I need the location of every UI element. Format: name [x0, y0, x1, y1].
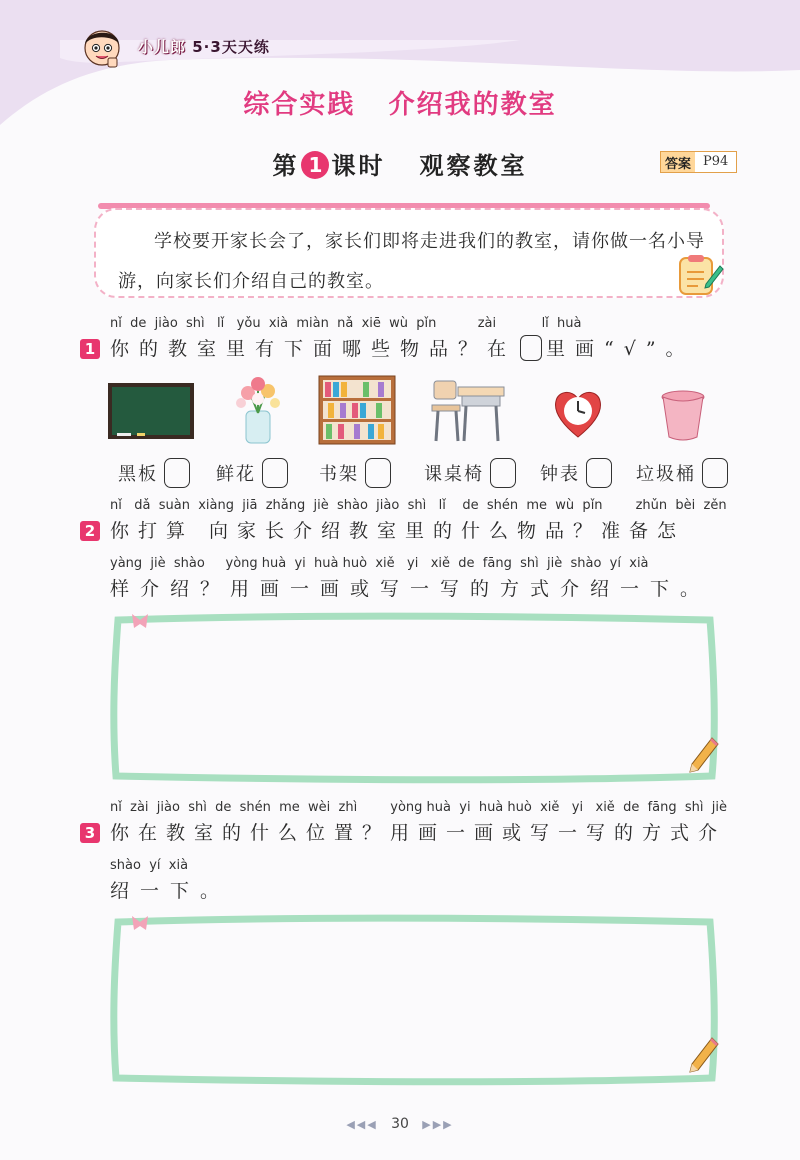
item-label-trash-bin: 垃圾桶 [636, 464, 696, 485]
intro-text: 学校要开家长会了，家长们即将走进我们的教室，请你做一名小导游，向家长们介绍自己的教室。 [118, 231, 705, 292]
mascot-boy-icon [78, 22, 126, 70]
lesson-suffix: 课时 观察教室 [331, 152, 528, 180]
answer-label: 答案 [665, 156, 692, 172]
q3-pinyin-line2: shào yí xià [110, 858, 189, 873]
clock-icon [552, 375, 604, 445]
page-number: 30 [391, 1116, 409, 1132]
lesson-number-badge: 1 [301, 151, 329, 179]
footer-left-arrows: ◀◀◀ [346, 1118, 378, 1131]
answer-page: P94 [695, 152, 736, 172]
q1-text-b: 里画“√”。 [546, 338, 695, 360]
check-box-clock[interactable] [586, 458, 612, 488]
q3-text-line1: 你在教室的什么位置？用画一画或写一写的方式介 [110, 822, 727, 844]
blackboard-icon [107, 375, 195, 445]
item-label-clock: 钟表 [540, 464, 580, 485]
q2-pinyin-line2: yàng jiè shào yòng huà yi huà huò xiě yi xiě de fāng shì jiè shào yí xià [110, 556, 649, 571]
bookshelf-icon [318, 375, 396, 445]
q2-text-line1: 你打算 向家长介绍教室里的什么物品？准备怎 [110, 520, 686, 542]
check-box-trash-bin[interactable] [702, 458, 728, 488]
q3-text-line2: 绍一下。 [110, 880, 231, 902]
q2-answer-area[interactable] [110, 612, 718, 784]
item-flowers [216, 458, 288, 488]
item-desk-chair [424, 458, 516, 488]
page-footer [0, 1116, 800, 1132]
check-box-bookshelf[interactable] [365, 458, 391, 488]
item-label-blackboard: 黑板 [118, 464, 158, 485]
item-label-desk-chair: 课桌椅 [424, 464, 484, 485]
item-blackboard [118, 458, 190, 488]
item-bookshelf [319, 458, 391, 488]
q2-number-badge: 2 [80, 521, 100, 541]
brand-name: 小儿郎 [138, 38, 187, 56]
flowers-icon [228, 375, 288, 445]
lesson-prefix: 第 [272, 152, 300, 180]
footer-right-arrows: ▶▶▶ [422, 1118, 454, 1131]
q1-inline-box-icon [520, 335, 542, 361]
page-title: 综合实践 介绍我的教室 [243, 90, 557, 120]
trash-bin-icon [660, 375, 706, 445]
item-clock [540, 458, 612, 488]
item-label-bookshelf: 书架 [319, 464, 359, 485]
check-box-blackboard[interactable] [164, 458, 190, 488]
q2-pinyin-line1: nǐ dǎ suàn xiàng jiā zhǎng jiè shào jiào shì lǐ de shén me wù pǐn zhǔn bèi zěn [110, 498, 727, 513]
q1-number-badge: 1 [80, 339, 100, 359]
q1-pinyin: nǐ de jiào shì lǐ yǒu xià miàn nǎ xiē wù pǐn zài lǐ huà [110, 316, 582, 331]
item-trash-bin [636, 458, 728, 488]
q3-answer-area[interactable] [110, 914, 718, 1086]
answer-reference-tag [660, 151, 737, 173]
item-label-flowers: 鲜花 [216, 464, 256, 485]
pencil-icon [686, 734, 720, 776]
q3-pinyin-line1: nǐ zài jiào shì de shén me wèi zhì yòng huà yi huà huò xiě yi xiě de fāng shì jiè [110, 800, 727, 815]
check-box-desk-chair[interactable] [490, 458, 516, 488]
clipboard-pencil-icon [676, 254, 724, 298]
q1-text-a: 你的教室里有下面哪些物品？在 [110, 338, 517, 360]
q2-text-line2: 样介绍？用画一画或写一写的方式介绍一下。 [110, 578, 711, 600]
q3-number-badge: 3 [80, 823, 100, 843]
brand-series: 5·3天天练 [192, 38, 270, 56]
q1-text [110, 334, 695, 361]
brand-logo [128, 36, 280, 58]
pencil-icon [686, 1034, 720, 1076]
desk-chair-icon [430, 375, 506, 445]
check-box-flowers[interactable] [262, 458, 288, 488]
